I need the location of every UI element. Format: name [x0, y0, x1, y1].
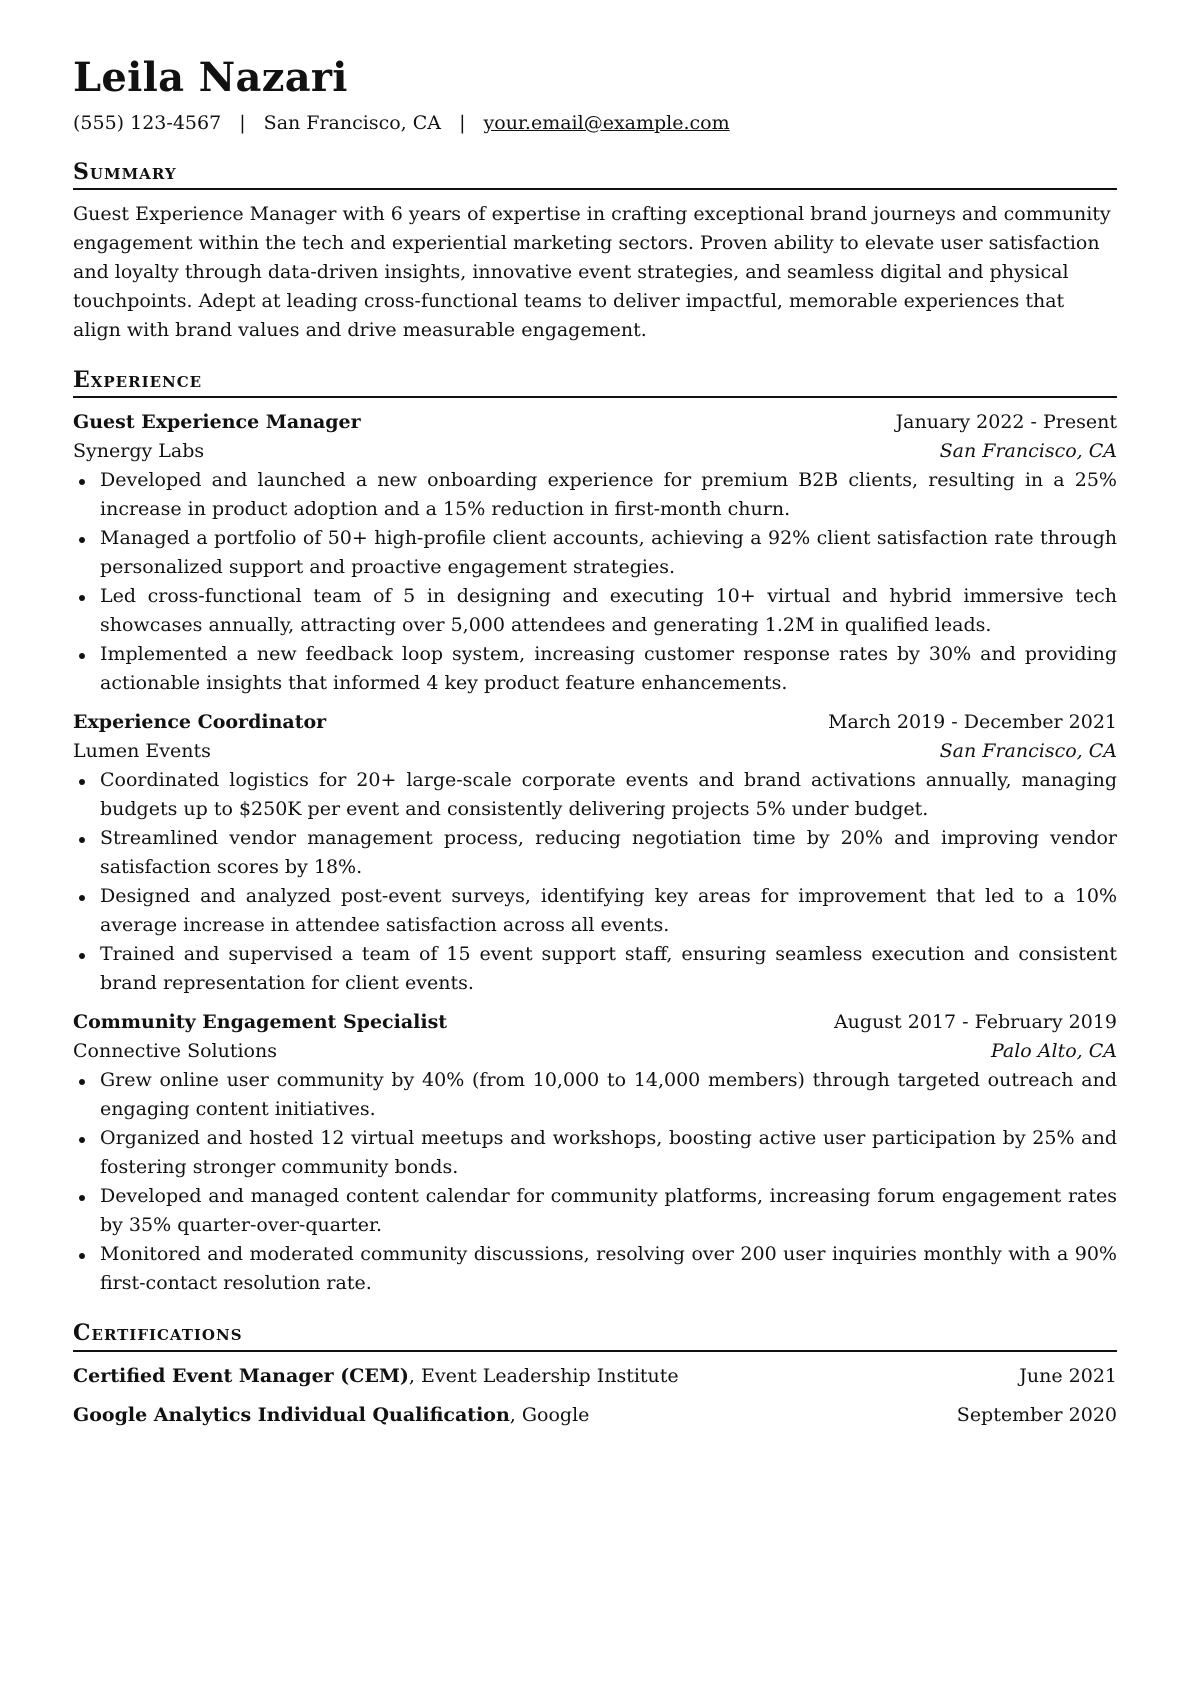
- job-bullet: Led cross-functional team of 5 in designing and executing 10+ virtual and hybrid immersive tech showcases annually, attracting over 5,000 attendees and generating 1.2M in qualified leads.: [100, 582, 1117, 640]
- job-dates: March 2019 - December 2021: [828, 711, 1117, 734]
- certification-title: [73, 1401, 589, 1430]
- job-dates: January 2022 - Present: [895, 411, 1117, 434]
- certification-issuer: , Google: [509, 1403, 590, 1426]
- job-bullet: Monitored and moderated community discussions, resolving over 200 user inquiries monthly with a 90% first-contact resolution rate.: [100, 1240, 1117, 1298]
- job-title: Guest Experience Manager: [73, 411, 361, 434]
- job-bullet: Designed and analyzed post-event surveys, identifying key areas for improvement that led to a 10% average increase in attendee satisfaction across all events.: [100, 882, 1117, 940]
- job-bullet: Developed and managed content calendar for community platforms, increasing forum engagement rates by 35% quarter-over-quarter.: [100, 1182, 1117, 1240]
- contact-line: [73, 110, 1117, 137]
- job-entry: [73, 708, 1117, 998]
- job-bullet: Grew online user community by 40% (from 10,000 to 14,000 members) through targeted outreach and engaging content initiatives.: [100, 1066, 1117, 1124]
- job-bullet: Organized and hosted 12 virtual meetups and workshops, boosting active user participation by 25% and fostering stronger community bonds.: [100, 1124, 1117, 1182]
- job-header-row: [73, 408, 1117, 437]
- contact-location: San Francisco, CA: [263, 112, 442, 134]
- job-location: San Francisco, CA: [939, 740, 1117, 763]
- job-bullet-list: [73, 1066, 1117, 1298]
- job-entry: [73, 408, 1117, 698]
- job-bullet-list: [73, 766, 1117, 998]
- job-location: Palo Alto, CA: [990, 1040, 1117, 1063]
- job-location: San Francisco, CA: [939, 440, 1117, 463]
- certification-issuer: , Event Leadership Institute: [408, 1364, 679, 1387]
- job-company: Lumen Events: [73, 740, 211, 763]
- job-company-row: [73, 1037, 1117, 1066]
- certification-title: [73, 1362, 679, 1391]
- summary-text: Guest Experience Manager with 6 years of expertise in crafting exceptional brand journeys and community engagement within the tech and experiential marketing sectors. Proven ability to elevate user satisfaction and loyalty through data-driven insights, innovative event strategies, and seamless digital and physical touchpoints. Adept at leading cross-functional teams to deliver impactful, memorable experiences that align with brand values and drive measurable engagement.: [73, 202, 1111, 341]
- job-company-row: [73, 437, 1117, 466]
- job-company: Connective Solutions: [73, 1040, 277, 1063]
- job-dates: August 2017 - February 2019: [833, 1011, 1117, 1034]
- section-title-certifications: Certifications: [73, 1320, 1117, 1351]
- job-bullet: Coordinated logistics for 20+ large-scale corporate events and brand activations annually, managing budgets up to $250K per event and consistently delivering projects 5% under budget.: [100, 766, 1117, 824]
- section-title-experience: Experience: [73, 367, 1117, 398]
- candidate-name: Leila Nazari: [73, 54, 348, 101]
- job-title: Experience Coordinator: [73, 711, 327, 734]
- job-bullet: Developed and launched a new onboarding experience for premium B2B clients, resulting in a 25% increase in product adoption and a 15% reduction in first-month churn.: [100, 466, 1117, 524]
- certification-entry: [73, 1362, 1117, 1391]
- certification-name: Google Analytics Individual Qualification: [73, 1403, 510, 1426]
- job-entry: [73, 1008, 1117, 1298]
- contact-separator: |: [459, 112, 466, 134]
- job-company: Synergy Labs: [73, 440, 205, 463]
- email-link[interactable]: your.email@example.com: [483, 112, 730, 134]
- job-bullet-list: [73, 466, 1117, 698]
- certification-date: June 2021: [1019, 1364, 1117, 1387]
- contact-separator: |: [239, 112, 246, 134]
- phone-number: (555) 123-4567: [73, 112, 222, 134]
- job-header-row: [73, 708, 1117, 737]
- certification-date: September 2020: [956, 1403, 1117, 1426]
- job-title: Community Engagement Specialist: [73, 1011, 448, 1034]
- job-bullet: Trained and supervised a team of 15 event support staff, ensuring seamless execution and consistent brand representation for client events.: [100, 940, 1117, 998]
- certification-entry: [73, 1401, 1117, 1430]
- job-company-row: [73, 737, 1117, 766]
- job-bullet: Implemented a new feedback loop system, increasing customer response rates by 30% and providing actionable insights that informed 4 key product feature enhancements.: [100, 640, 1117, 698]
- job-bullet: Streamlined vendor management process, reducing negotiation time by 20% and improving vendor satisfaction scores by 18%.: [100, 824, 1117, 882]
- certification-name: Certified Event Manager (CEM): [73, 1364, 409, 1387]
- section-title-summary: Summary: [73, 159, 1117, 190]
- job-header-row: [73, 1008, 1117, 1037]
- job-bullet: Managed a portfolio of 50+ high-profile client accounts, achieving a 92% client satisfaction rate through personalized support and proactive engagement strategies.: [100, 524, 1117, 582]
